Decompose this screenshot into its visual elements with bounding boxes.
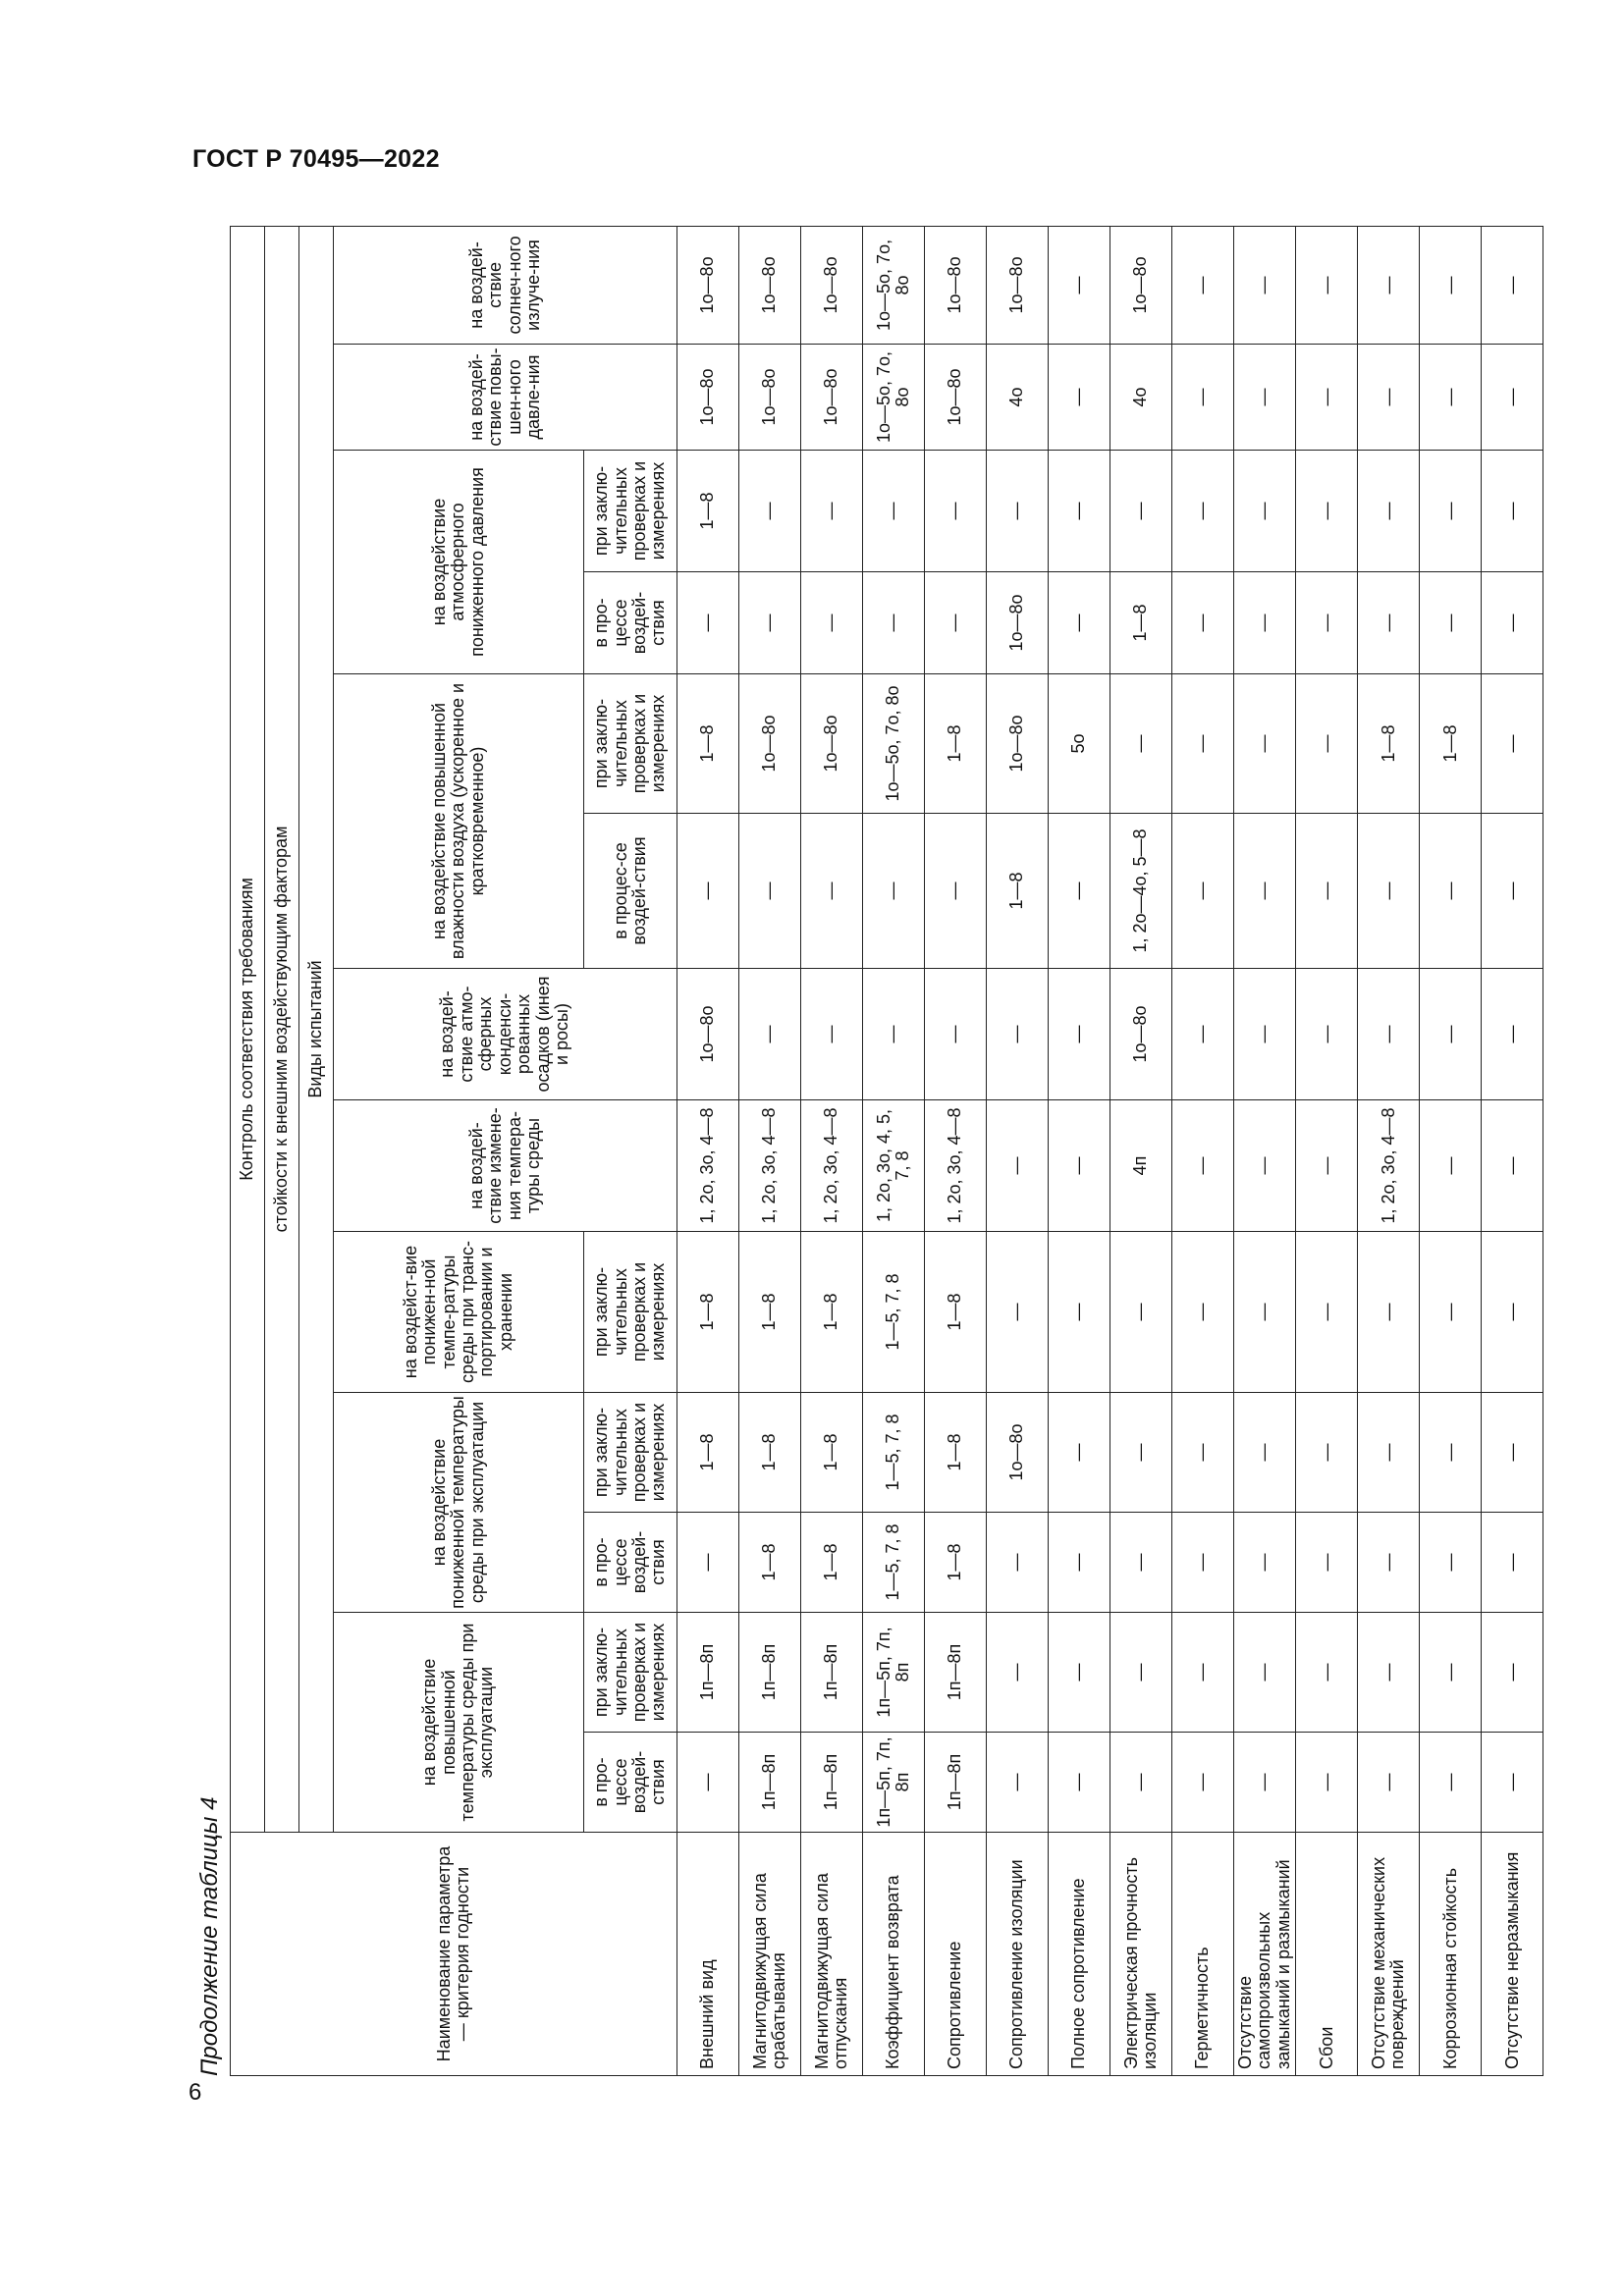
sub-final: при заклю-чительных проверках и измерениях: [584, 1393, 677, 1513]
row-param-name: Сопротивление: [925, 1833, 987, 2076]
table-cell: 1—8: [1420, 674, 1482, 814]
table-cell: —: [1482, 451, 1543, 572]
table-cell: —: [1049, 1393, 1110, 1513]
table-cell: —: [1110, 1513, 1172, 1613]
table-cell: —: [1296, 1393, 1358, 1513]
table-cell: —: [1420, 969, 1482, 1100]
table-cell: —: [1172, 674, 1234, 814]
table-row: [1296, 226, 1358, 2075]
sub-final: при заклю-чительных проверках и измерениях: [584, 1232, 677, 1393]
table-cell: 1п—8п: [677, 1613, 739, 1733]
table-cell: —: [1234, 1513, 1296, 1613]
table-cell: —: [1296, 1613, 1358, 1733]
table-cell: —: [1482, 1393, 1543, 1513]
table-cell: 1п—8п: [739, 1613, 801, 1733]
row-param-name: Сбои: [1296, 1833, 1358, 2076]
table-cell: —: [1296, 674, 1358, 814]
table-cell: —: [1234, 1100, 1296, 1232]
table-cell: —: [801, 572, 863, 674]
table-cell: 1о—8о: [987, 226, 1049, 344]
table-cell: 4о: [1110, 345, 1172, 451]
table-cell: 1—8: [677, 451, 739, 572]
table-cell: 1о—5о, 7о, 8о: [863, 226, 925, 344]
control-header: Контроль соответствия требованиям: [231, 226, 265, 1832]
table-cell: —: [1482, 969, 1543, 1100]
table-cell: 1—5, 7, 8: [863, 1513, 925, 1613]
table-cell: —: [1482, 1613, 1543, 1733]
param-name-header: Наименование параметра — критерия годности: [231, 1833, 677, 2076]
table-cell: —: [925, 814, 987, 969]
table-cell: 1—8: [925, 1513, 987, 1613]
table-cell: —: [1482, 1733, 1543, 1833]
row-param-name: Магнитодвижущая сила срабатывания: [739, 1833, 801, 2076]
table-cell: 1о—8о: [1110, 969, 1172, 1100]
row-param-name: Полное сопротивление: [1049, 1833, 1110, 2076]
table-caption: Продолжение таблицы 4: [196, 1796, 223, 2076]
table-cell: —: [1482, 1100, 1543, 1232]
table-cell: 1—8: [1110, 572, 1172, 674]
table-cell: —: [1482, 1513, 1543, 1613]
table-cell: —: [1049, 1232, 1110, 1393]
table-cell: —: [1049, 969, 1110, 1100]
table-cell: 1, 2о—4о, 5—8: [1110, 814, 1172, 969]
table-cell: —: [1172, 1733, 1234, 1833]
table-cell: 1—8: [677, 1232, 739, 1393]
table-cell: 1—8: [801, 1513, 863, 1613]
table-cell: —: [987, 451, 1049, 572]
sub-final: при заклю-чительных проверках и измерениях: [584, 451, 677, 572]
sub-final: при заклю-чительных проверках и измерениях: [584, 674, 677, 814]
table-cell: —: [1420, 814, 1482, 969]
row-param-name: Отсутствие самопроизвольных замыканий и размыканий: [1234, 1833, 1296, 2076]
table-cell: 1—8: [739, 1232, 801, 1393]
table-cell: —: [1296, 451, 1358, 572]
table-cell: —: [863, 814, 925, 969]
table-cell: 1о—8о: [1110, 226, 1172, 344]
table-cell: 1о—8о: [925, 226, 987, 344]
table-body: [677, 226, 1543, 2075]
table-cell: —: [1482, 572, 1543, 674]
rotated-table-area: [192, 231, 1616, 2076]
table-cell: —: [801, 969, 863, 1100]
document-header: ГОСТ Р 70495—2022: [192, 145, 440, 173]
table-cell: —: [1420, 572, 1482, 674]
table-cell: 1о—8о: [677, 969, 739, 1100]
table-cell: —: [1296, 814, 1358, 969]
row-param-name: Коррозионная стойкость: [1420, 1833, 1482, 2076]
table-cell: —: [1420, 1613, 1482, 1733]
table-cell: —: [1296, 969, 1358, 1100]
table-cell: —: [1172, 345, 1234, 451]
row-param-name: Электрическая прочность изоляции: [1110, 1833, 1172, 2076]
table-cell: 1о—8о: [677, 226, 739, 344]
table-cell: —: [1172, 814, 1234, 969]
table-cell: —: [1358, 969, 1420, 1100]
table-cell: —: [1482, 1232, 1543, 1393]
page-number: 6: [189, 2079, 202, 2106]
table-cell: —: [1482, 674, 1543, 814]
table-cell: —: [1234, 1393, 1296, 1513]
table-cell: —: [1296, 226, 1358, 344]
table-cell: —: [677, 572, 739, 674]
table-cell: 1о—5о, 7о, 8о: [863, 674, 925, 814]
table-cell: —: [987, 1513, 1049, 1613]
table-row: [1172, 226, 1234, 2075]
sub-during: в процес-се воздей-ствия: [584, 814, 677, 969]
table-cell: 1п—8п: [739, 1733, 801, 1833]
group-low-temp: на воздействие пониженной температуры среды при эксплуатации: [334, 1393, 584, 1613]
table-cell: —: [1110, 1613, 1172, 1733]
table-cell: 1о—8о: [739, 345, 801, 451]
table-cell: —: [1049, 1100, 1110, 1232]
table-cell: —: [1420, 1232, 1482, 1393]
table-cell: —: [1358, 814, 1420, 969]
table-cell: —: [677, 1733, 739, 1833]
table-cell: 1—8: [925, 1232, 987, 1393]
table-cell: 1—8: [925, 1393, 987, 1513]
table-cell: —: [863, 969, 925, 1100]
table-cell: —: [1234, 1613, 1296, 1733]
table-cell: —: [677, 814, 739, 969]
table-cell: 1п—8п: [801, 1613, 863, 1733]
table-cell: —: [1420, 1513, 1482, 1613]
table-cell: —: [1358, 1513, 1420, 1613]
table-cell: 1—8: [925, 674, 987, 814]
table-cell: 1—8: [801, 1232, 863, 1393]
table-cell: —: [1049, 814, 1110, 969]
row-param-name: Внешний вид: [677, 1833, 739, 2076]
table-row: [1358, 226, 1420, 2075]
table-cell: —: [1049, 572, 1110, 674]
sub-during: в про-цессе воздей-ствия: [584, 1733, 677, 1833]
group-dew-frost: на воздей-ствие атмо-сферных конденси-рованных осадков (инея и росы): [334, 969, 677, 1100]
table-cell: —: [739, 814, 801, 969]
table-cell: —: [863, 572, 925, 674]
table-cell: 1, 2о, 3о, 4—8: [739, 1100, 801, 1232]
table-cell: —: [1049, 1513, 1110, 1613]
table-cell: —: [1110, 451, 1172, 572]
table-cell: 1п—5п, 7п, 8п: [863, 1733, 925, 1833]
table-cell: 1о—8о: [801, 345, 863, 451]
table-row: [677, 226, 739, 2075]
table-cell: 1о—5о, 7о, 8о: [863, 345, 925, 451]
table-cell: —: [1358, 345, 1420, 451]
table-cell: 1п—8п: [925, 1613, 987, 1733]
group-humidity: на воздействие повышенной влажности воздуха (ускоренное и кратковременное): [334, 674, 584, 969]
table-row: [1482, 226, 1543, 2075]
table-cell: 1—8: [677, 674, 739, 814]
table-cell: —: [1110, 1393, 1172, 1513]
table-cell: 1о—8о: [925, 345, 987, 451]
table-cell: —: [739, 572, 801, 674]
row-param-name: Сопротивление изоляции: [987, 1833, 1049, 2076]
table-cell: —: [1420, 1100, 1482, 1232]
table-cell: —: [1110, 1733, 1172, 1833]
table-cell: —: [1172, 226, 1234, 344]
sub-final: при заклю-чительных проверках и измерениях: [584, 1613, 677, 1733]
table-cell: —: [1234, 572, 1296, 674]
table-cell: 1, 2о, 3о, 4—8: [1358, 1100, 1420, 1232]
table-cell: —: [1358, 1393, 1420, 1513]
table-cell: —: [1296, 1733, 1358, 1833]
table-cell: 1п—8п: [925, 1733, 987, 1833]
table-cell: —: [987, 1613, 1049, 1733]
table-cell: —: [1482, 345, 1543, 451]
resistance-header: стойкости к внешним воздействующим факторам: [265, 226, 299, 1832]
table-cell: —: [1358, 572, 1420, 674]
table-cell: —: [1172, 1613, 1234, 1733]
table-cell: 1о—8о: [987, 1393, 1049, 1513]
table-cell: —: [1420, 226, 1482, 344]
table-cell: —: [1234, 674, 1296, 814]
table-cell: —: [1234, 1232, 1296, 1393]
table-cell: —: [1296, 1513, 1358, 1613]
table-cell: —: [1482, 226, 1543, 344]
table-cell: —: [1296, 572, 1358, 674]
table-cell: —: [1234, 451, 1296, 572]
group-low-temp-transport: на воздейст-вие понижен-ной темпе-ратуры среды при транс-портировании и хранении: [334, 1232, 584, 1393]
table-cell: —: [1420, 345, 1482, 451]
test-types-header: Виды испытаний: [299, 226, 334, 1832]
table-cell: —: [1296, 345, 1358, 451]
group-high-pressure: на воздей-ствие повы-шен-ного давле-ния: [334, 345, 677, 451]
table-cell: —: [863, 451, 925, 572]
table-cell: —: [925, 451, 987, 572]
table-row: [1110, 226, 1172, 2075]
table-cell: —: [1358, 1232, 1420, 1393]
table-cell: —: [1358, 1733, 1420, 1833]
table-cell: —: [1358, 226, 1420, 344]
table-row: [1049, 226, 1110, 2075]
table-cell: —: [925, 572, 987, 674]
table-cell: 1—8: [987, 814, 1049, 969]
row-param-name: Отсутствие неразмыкания: [1482, 1833, 1543, 2076]
table-cell: —: [1172, 1393, 1234, 1513]
table-cell: —: [739, 451, 801, 572]
table-cell: —: [1234, 969, 1296, 1100]
table-cell: —: [1049, 1613, 1110, 1733]
table-cell: 1, 2о, 3о, 4—8: [677, 1100, 739, 1232]
group-temp-change: на воздей-ствие измене-ния темпера-туры среды: [334, 1100, 677, 1232]
table-cell: 1—5, 7, 8: [863, 1393, 925, 1513]
table-cell: 4п: [1110, 1100, 1172, 1232]
table-cell: —: [1420, 1733, 1482, 1833]
table-cell: —: [1172, 1513, 1234, 1613]
table-cell: —: [1296, 1100, 1358, 1232]
table-cell: —: [1234, 814, 1296, 969]
table-cell: —: [1234, 1733, 1296, 1833]
table-cell: —: [1234, 345, 1296, 451]
table-cell: 1п—8п: [801, 1733, 863, 1833]
table-cell: —: [1110, 674, 1172, 814]
row-param-name: Коэффициент возврата: [863, 1833, 925, 2076]
table-cell: —: [1172, 451, 1234, 572]
table-cell: —: [739, 969, 801, 1100]
row-param-name: Магнитодвижущая сила отпускания: [801, 1833, 863, 2076]
sub-during: в про-цессе воздей-ствия: [584, 1513, 677, 1613]
table-cell: —: [1172, 572, 1234, 674]
row-param-name: Герметичность: [1172, 1833, 1234, 2076]
table-cell: —: [1172, 969, 1234, 1100]
table-cell: 1—8: [1358, 674, 1420, 814]
table-row: [863, 226, 925, 2075]
table-row: [739, 226, 801, 2075]
table-cell: 5о: [1049, 674, 1110, 814]
table-cell: 1, 2о, 3о, 4, 5, 7, 8: [863, 1100, 925, 1232]
table-row: [1420, 226, 1482, 2075]
table-cell: —: [1049, 1733, 1110, 1833]
table-cell: —: [1234, 226, 1296, 344]
table-cell: —: [1049, 226, 1110, 344]
table-cell: 1, 2о, 3о, 4—8: [925, 1100, 987, 1232]
table-cell: —: [1049, 451, 1110, 572]
table-cell: 1о—8о: [801, 226, 863, 344]
table-cell: 1—8: [801, 1393, 863, 1513]
group-low-pressure: на воздействие атмосферного пониженного давления: [334, 451, 584, 674]
table-cell: —: [1172, 1100, 1234, 1232]
table-cell: 1—8: [739, 1513, 801, 1613]
table-cell: —: [1049, 345, 1110, 451]
table-cell: —: [1358, 1613, 1420, 1733]
table-cell: 1—8: [739, 1393, 801, 1513]
table-cell: —: [1420, 451, 1482, 572]
row-param-name: Отсутствие механических повреждений: [1358, 1833, 1420, 2076]
table-row: [801, 226, 863, 2075]
table-cell: 1п—5п, 7п, 8п: [863, 1613, 925, 1733]
table-cell: —: [801, 814, 863, 969]
table-cell: 1о—8о: [987, 674, 1049, 814]
table-cell: 1—8: [677, 1393, 739, 1513]
requirements-table: [230, 226, 1543, 2076]
table-cell: 1—5, 7, 8: [863, 1232, 925, 1393]
table-cell: —: [1482, 814, 1543, 969]
table-row: [987, 226, 1049, 2075]
table-cell: 1, 2о, 3о, 4—8: [801, 1100, 863, 1232]
table-cell: —: [987, 1232, 1049, 1393]
table-cell: 1о—8о: [677, 345, 739, 451]
table-cell: —: [925, 969, 987, 1100]
table-row: [1234, 226, 1296, 2075]
table-cell: 1о—8о: [801, 674, 863, 814]
table-cell: —: [801, 451, 863, 572]
table-cell: —: [677, 1513, 739, 1613]
table-cell: 4о: [987, 345, 1049, 451]
table-cell: —: [1172, 1232, 1234, 1393]
table-cell: —: [987, 969, 1049, 1100]
table-cell: 1о—8о: [739, 674, 801, 814]
group-high-temp: на воздействие повышенной температуры среды при эксплуатации: [334, 1613, 584, 1833]
table-row: [925, 226, 987, 2075]
table-cell: 1о—8о: [987, 572, 1049, 674]
table-cell: —: [1296, 1232, 1358, 1393]
table-cell: —: [987, 1733, 1049, 1833]
table-cell: —: [1358, 451, 1420, 572]
table-cell: —: [987, 1100, 1049, 1232]
sub-during: в про-цессе воздей-ствия: [584, 572, 677, 674]
group-solar: на воздей-ствие солнеч-ного излуче-ния: [334, 226, 677, 344]
table-cell: 1о—8о: [739, 226, 801, 344]
table-cell: —: [1110, 1232, 1172, 1393]
table-cell: —: [1420, 1393, 1482, 1513]
